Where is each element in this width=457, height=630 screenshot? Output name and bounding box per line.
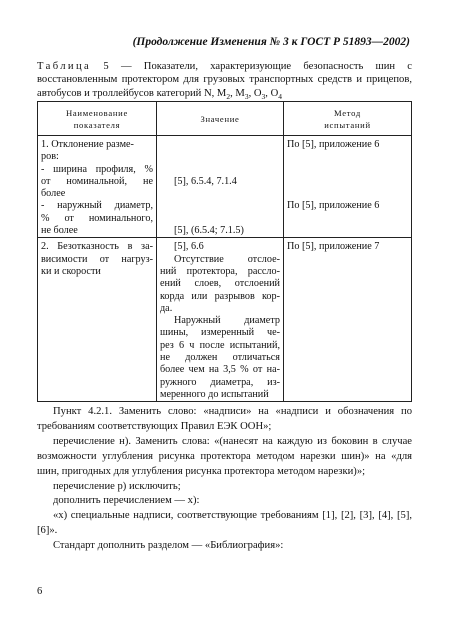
subscript-o3: 3	[261, 91, 266, 101]
caption-sep: , M	[230, 87, 245, 99]
table-row	[38, 238, 412, 402]
subscript-m3: 3	[244, 91, 249, 101]
header-indicator-line: показателя	[73, 119, 121, 130]
indicator-line: от номинальной, не	[41, 175, 153, 187]
row1-indicator	[38, 136, 157, 238]
indicator-line: не более	[41, 225, 78, 237]
paragraph: перечисление р) исключить;	[53, 480, 181, 492]
indicator-line: - ширина профиля, %	[41, 163, 153, 175]
method-reliability: По [5], приложение 7	[287, 241, 380, 253]
indicator-line: ки и скорости	[41, 265, 101, 277]
header-indicator-line: Наименование	[66, 107, 128, 118]
header-method	[284, 102, 412, 136]
method-diameter: По [5], приложение 6	[287, 200, 380, 212]
indicator-line: 2. Безотказность в за-	[41, 241, 153, 253]
method-width: По [5], приложение 6	[287, 139, 380, 150]
value-line: не должен отличаться	[160, 352, 280, 364]
indicator-line: 1. Отклонение разме-	[41, 139, 134, 150]
row1-method	[284, 136, 412, 238]
running-header: (Продолжение Изменения № 3 к ГОСТ Р 51893—2002)	[132, 36, 410, 48]
paragraph: дополнить перечислением — x):	[53, 495, 200, 507]
value-line: да.	[160, 302, 173, 314]
indicator-line: ров:	[41, 151, 59, 163]
table-header-row	[38, 102, 412, 136]
indicator-line: - наружный диаметр,	[41, 200, 153, 212]
value-line: меренного до испытаний	[160, 388, 269, 400]
indicator-line: висимости от нагруз-	[41, 253, 153, 265]
value-line: более чем на 3,5 % от на-	[160, 364, 280, 376]
table-row	[38, 136, 412, 238]
paragraph: Стандарт дополнить разделом — «Библиография»:	[53, 540, 284, 552]
paragraph: перечисление н). Заменить слова: «(нанесят на каждую из боковин в случае возможности углубления рисунка протектора методом нарезки шин)» на «для шин, пригодных для углубления рисунка протектора методом нарезки)»;	[37, 435, 412, 477]
value-line: шины, измеренный че-	[160, 327, 280, 339]
page-number: 6	[37, 586, 43, 597]
row2-method	[284, 238, 412, 402]
caption-sep: , O	[265, 87, 279, 99]
amendment-text	[37, 405, 412, 554]
header-method-line: Метод	[334, 107, 361, 118]
value-diameter-ref: [5], (6.5.4; 7.1.5)	[174, 225, 244, 237]
value-line: корда или разрывов кор-	[160, 290, 280, 302]
subscript-o4: 4	[278, 91, 282, 101]
row2-value	[157, 238, 284, 402]
header-indicator	[38, 102, 157, 136]
value-line: Наружный диаметр	[174, 315, 280, 327]
value-ref: [5], 6.6	[174, 241, 204, 253]
table-caption	[37, 60, 412, 103]
table-number: 5	[103, 61, 109, 72]
caption-sep: , O	[248, 87, 262, 99]
indicators-table	[37, 101, 412, 402]
paragraph: Пункт 4.2.1. Заменить слово: «надписи» на «надписи и обозначения по требованиям соответствующих Правил ЕЭК ООН»;	[37, 406, 412, 432]
value-line: ний протектора, рассло-	[160, 265, 280, 277]
table-label: Таблица	[37, 61, 92, 72]
indicator-line: % от номинального,	[41, 212, 153, 224]
value-line: Отсутствие отслое-	[174, 253, 280, 265]
header-value	[157, 102, 284, 136]
subscript-m2: 2	[226, 91, 231, 101]
value-line: ружного диаметра, из-	[160, 376, 280, 388]
value-line: рез 6 ч после испытаний,	[160, 339, 280, 351]
header-value-label: Значение	[200, 113, 240, 124]
row2-indicator	[38, 238, 157, 402]
header-method-line: испытаний	[324, 119, 371, 130]
caption-text: — Показатели, характеризующие безопасность шин с восстановленным протектором для грузовых транспортных средств и прицепов, автобусов и троллейбусов категорий N, M	[37, 61, 412, 99]
indicator-line: более	[41, 188, 66, 200]
paragraph: «x) специальные надписи, соответствующие требованиям [1], [2], [3], [4], [5], [6]».	[37, 510, 412, 537]
row1-value	[157, 136, 284, 238]
value-width-ref: [5], 6.5.4, 7.1.4	[174, 175, 237, 187]
value-line: ений слоев, отслоений	[160, 278, 280, 290]
